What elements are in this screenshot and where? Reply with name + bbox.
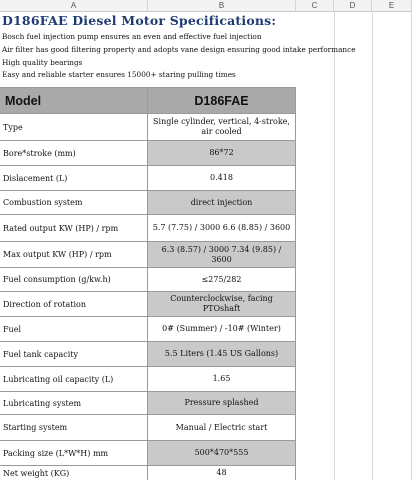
column-header-b[interactable]: B <box>148 0 296 12</box>
row-label[interactable]: Rated output KW (HP) / rpm <box>0 215 148 241</box>
row-label[interactable]: Max output KW (HP) / rpm <box>0 242 148 267</box>
row-label[interactable]: Type <box>0 114 148 140</box>
row-value[interactable]: 48 <box>148 466 296 480</box>
column-header-d[interactable]: D <box>334 0 372 12</box>
table-row <box>0 367 296 392</box>
intro-line[interactable]: Bosch fuel injection pump ensures an even and effective fuel injection <box>2 32 262 41</box>
table-row <box>0 215 296 242</box>
gridline <box>334 12 335 480</box>
row-value[interactable]: 5.5 Liters (1.45 US Gallons) <box>148 342 296 366</box>
table-row <box>0 141 296 166</box>
row-value[interactable]: Counterclockwise, facing PTOshaft <box>148 292 296 316</box>
row-value[interactable]: 86*72 <box>148 141 296 165</box>
row-label[interactable]: Fuel consumption (g/kw.h) <box>0 268 148 291</box>
row-label[interactable]: Net weight (KG) <box>0 466 148 480</box>
table-row <box>0 392 296 415</box>
column-header-a[interactable]: A <box>0 0 148 12</box>
row-label[interactable]: Combustion system <box>0 191 148 214</box>
table-header-row <box>0 87 296 114</box>
sheet-title[interactable]: D186FAE Diesel Motor Specifications: <box>2 13 277 28</box>
row-label[interactable]: Lubricating system <box>0 392 148 414</box>
intro-line[interactable]: Air filter has good filtering property and adopts vane design ensuring good intake performance <box>2 45 356 54</box>
table-row <box>0 114 296 141</box>
row-value[interactable]: 0.418 <box>148 166 296 190</box>
row-value[interactable]: 500*470*555 <box>148 441 296 465</box>
row-value[interactable]: direct injection <box>148 191 296 214</box>
row-label[interactable]: Direction of rotation <box>0 292 148 316</box>
row-value[interactable]: Manual / Electric start <box>148 415 296 440</box>
table-row <box>0 268 296 292</box>
table-row <box>0 317 296 342</box>
row-label[interactable]: Bore*stroke (mm) <box>0 141 148 165</box>
row-value[interactable]: 1.65 <box>148 367 296 391</box>
row-label[interactable]: Fuel <box>0 317 148 341</box>
row-value[interactable]: Pressure splashed <box>148 392 296 414</box>
row-label[interactable]: Fuel tank capacity <box>0 342 148 366</box>
row-value[interactable]: Single cylinder, vertical, 4-stroke, air cooled <box>148 114 296 140</box>
intro-line[interactable]: High quality bearings <box>2 58 83 67</box>
table-row <box>0 292 296 317</box>
gridline <box>372 12 373 480</box>
table-row <box>0 191 296 215</box>
intro-line[interactable]: Easy and reliable starter ensures 15000+ staring pulling times <box>2 70 236 79</box>
table-row <box>0 166 296 191</box>
column-header-c[interactable]: C <box>296 0 334 12</box>
table-row <box>0 415 296 441</box>
row-label[interactable]: Lubricating oil capacity (L) <box>0 367 148 391</box>
row-value[interactable]: 0# (Summer) / -10# (Winter) <box>148 317 296 341</box>
row-label[interactable]: Dislacement (L) <box>0 166 148 190</box>
header-model-value[interactable]: D186FAE <box>148 88 296 113</box>
row-label[interactable]: Packing size (L*W*H) mm <box>0 441 148 465</box>
table-row <box>0 466 296 480</box>
row-value[interactable]: 5.7 (7.75) / 3000 6.6 (8.85) / 3600 <box>148 215 296 241</box>
header-model-label[interactable]: Model <box>0 88 148 113</box>
column-header-e[interactable]: E <box>372 0 412 12</box>
table-row <box>0 441 296 466</box>
table-row <box>0 242 296 268</box>
table-row <box>0 342 296 367</box>
row-label[interactable]: Starting system <box>0 415 148 440</box>
row-value[interactable]: ≤275/282 <box>148 268 296 291</box>
row-value[interactable]: 6.3 (8.57) / 3000 7.34 (9.85) / 3600 <box>148 242 296 267</box>
